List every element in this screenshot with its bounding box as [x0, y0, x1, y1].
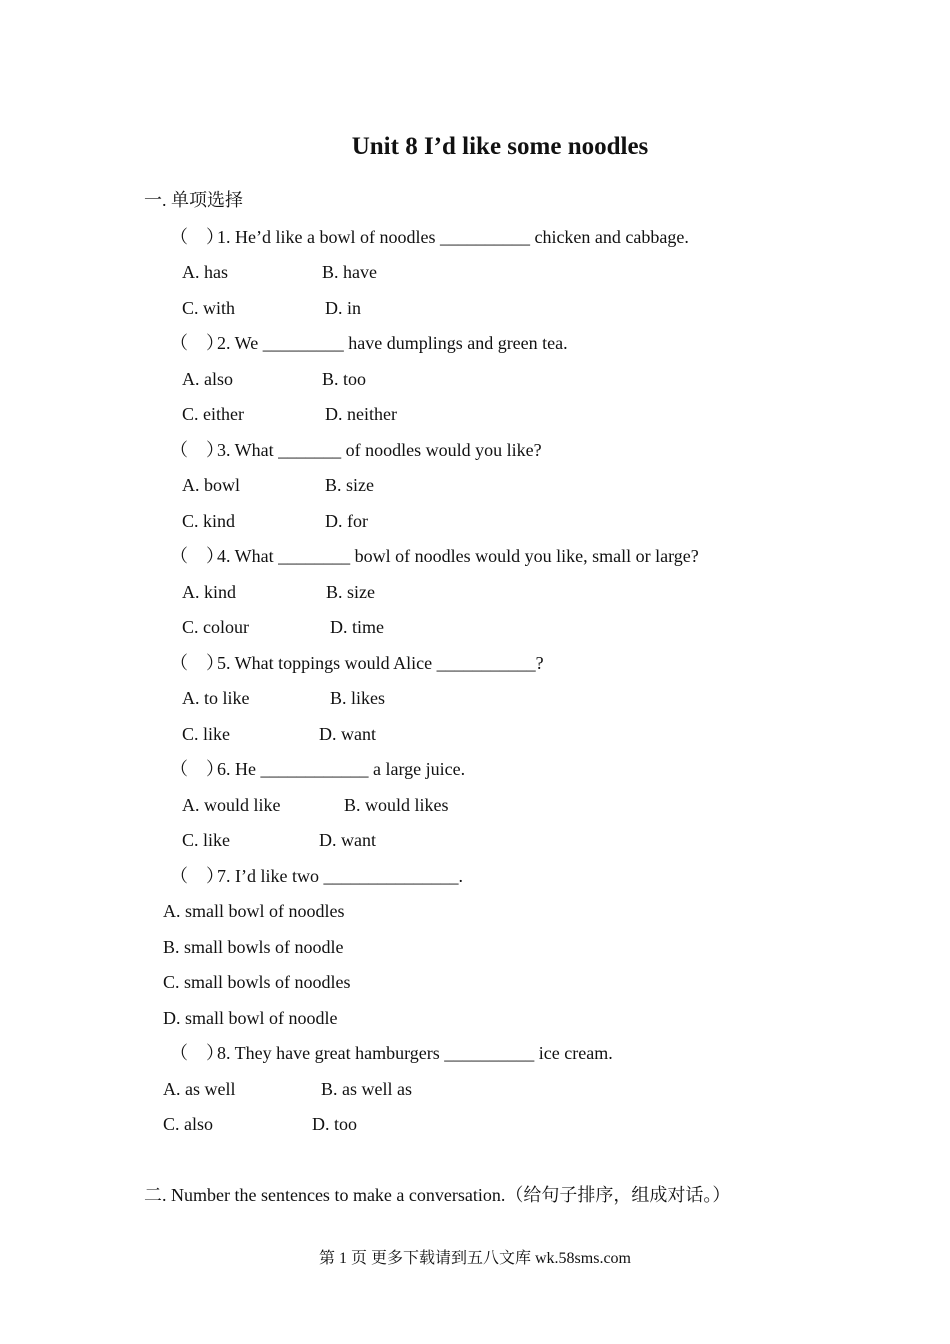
- option-c: C. colour: [182, 617, 249, 637]
- option-a: A. also: [182, 369, 233, 389]
- option-b: B. too: [322, 369, 367, 389]
- question-stem: 7. I’d like two _______________.: [217, 866, 463, 886]
- option-c: C. kind: [182, 511, 236, 531]
- option-c: C. like: [182, 830, 230, 850]
- question-3: [170, 439, 542, 461]
- option-b: B. small bowls of noodle: [163, 937, 344, 957]
- question-4: [170, 545, 699, 567]
- option-b: B. would likes: [344, 795, 449, 815]
- option-d: D. time: [330, 617, 384, 637]
- question-stem: 8. They have great hamburgers __________ ice cream.: [217, 1043, 613, 1063]
- question-2: [170, 332, 568, 354]
- option-b: B. as well as: [321, 1079, 412, 1099]
- option-d: D. in: [325, 298, 361, 318]
- option-c: C. also: [163, 1114, 214, 1134]
- option-b: B. have: [322, 262, 377, 282]
- answer-blank: （ ）: [170, 759, 224, 779]
- option-d: D. want: [319, 724, 376, 744]
- option-a: A. would like: [182, 795, 281, 815]
- answer-blank: （ ）: [170, 227, 224, 247]
- option-d: D. small bowl of noodle: [163, 1008, 338, 1028]
- option-d: D. neither: [325, 404, 397, 424]
- question-1: [170, 226, 689, 248]
- option-b: B. likes: [330, 688, 386, 708]
- answer-blank: （ ）: [170, 866, 224, 886]
- question-stem: 1. He’d like a bowl of noodles __________ chicken and cabbage.: [217, 227, 689, 247]
- question-5: [170, 652, 544, 674]
- question-stem: 2. We _________ have dumplings and green tea.: [217, 333, 568, 353]
- option-c: C. either: [182, 404, 244, 424]
- question-stem: 3. What _______ of noodles would you like?: [217, 440, 542, 460]
- answer-blank: （ ）: [170, 440, 224, 460]
- question-6: [170, 758, 465, 780]
- section-1-heading: 一. 单项选择: [144, 190, 243, 210]
- question-7: [170, 865, 463, 887]
- document-title: Unit 8 I’d like some noodles: [351, 133, 649, 160]
- option-d: D. for: [325, 511, 368, 531]
- option-c: C. with: [182, 298, 236, 318]
- question-8: [170, 1042, 613, 1064]
- option-d: D. want: [319, 830, 376, 850]
- option-b: B. size: [326, 582, 375, 602]
- option-a: A. to like: [182, 688, 250, 708]
- answer-blank: （ ）: [170, 546, 224, 566]
- answer-blank: （ ）: [170, 1043, 224, 1063]
- option-a: A. has: [182, 262, 228, 282]
- question-stem: 5. What toppings would Alice ___________?: [217, 653, 544, 673]
- section-2-heading: 二. Number the sentences to make a conversation.（给句子排序，组成对话。）: [144, 1185, 731, 1205]
- question-stem: 4. What ________ bowl of noodles would you like, small or large?: [217, 546, 699, 566]
- answer-blank: （ ）: [170, 333, 224, 353]
- question-stem: 6. He ____________ a large juice.: [217, 759, 466, 779]
- option-a: A. bowl: [182, 475, 240, 495]
- option-a: A. as well: [163, 1079, 236, 1099]
- page-footer: 第 1 页 更多下载请到五八文库 wk.58sms.com: [318, 1250, 631, 1267]
- option-c: C. small bowls of noodles: [163, 972, 351, 992]
- answer-blank: （ ）: [170, 653, 224, 673]
- option-d: D. too: [312, 1114, 357, 1134]
- option-b: B. size: [325, 475, 374, 495]
- option-a: A. kind: [182, 582, 236, 602]
- option-c: C. like: [182, 724, 230, 744]
- option-a: A. small bowl of noodles: [163, 901, 345, 921]
